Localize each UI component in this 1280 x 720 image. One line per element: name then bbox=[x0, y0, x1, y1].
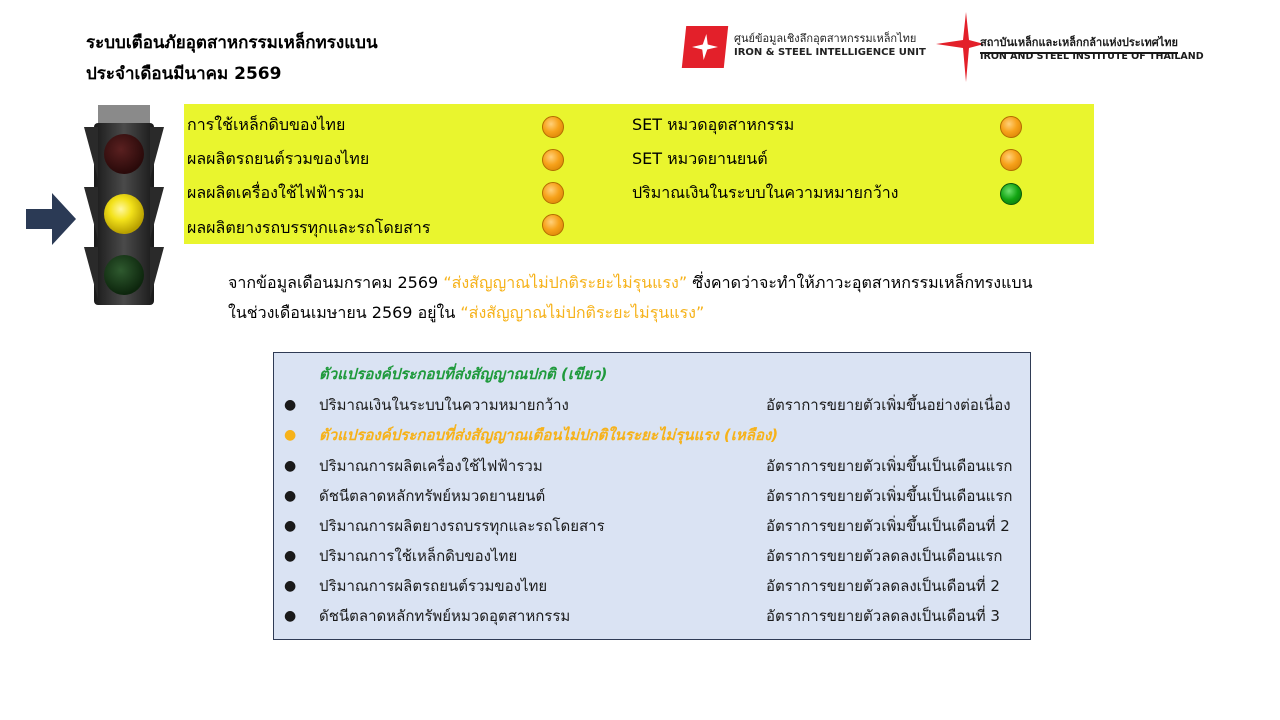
list-item bbox=[274, 571, 1030, 601]
item-label: ปริมาณเงินในระบบในความหมายกว้าง bbox=[319, 396, 569, 414]
item-value: อัตราการขยายตัวลดลงเป็นเดือนที่ 2 bbox=[766, 577, 1000, 595]
list-item bbox=[274, 601, 1030, 631]
note-text: ในช่วงเดือนเมษายน 2569 อยู่ใน bbox=[228, 303, 461, 322]
note-highlight: “ส่งสัญญาณไม่ปกติระยะไม่รุนแรง” bbox=[443, 273, 688, 292]
item-label: ปริมาณการผลิตยางรถบรรทุกและรถโดยสาร bbox=[319, 517, 605, 535]
item-value: อัตราการขยายตัวเพิ่มขึ้นเป็นเดือนแรก bbox=[766, 487, 1013, 505]
green-heading: ตัวแปรองค์ประกอบที่ส่งสัญญาณปกติ (เขียว) bbox=[319, 365, 608, 383]
item-label: ปริมาณการผลิตรถยนต์รวมของไทย bbox=[319, 577, 548, 595]
status-dot-green bbox=[1000, 183, 1022, 205]
item-label: ปริมาณการผลิตเครื่องใช้ไฟฟ้ารวม bbox=[319, 457, 543, 475]
note-highlight: “ส่งสัญญาณไม่ปกติระยะไม่รุนแรง” bbox=[460, 303, 705, 322]
bullet-icon: ● bbox=[284, 397, 297, 413]
item-value: อัตราการขยายตัวลดลงเป็นเดือนที่ 3 bbox=[766, 607, 1000, 625]
list-item bbox=[274, 451, 1030, 481]
list-item bbox=[274, 481, 1030, 511]
item-label: ดัชนีตลาดหลักทรัพย์หมวดอุตสาหกรรม bbox=[319, 607, 571, 625]
indicator-panel bbox=[184, 104, 1094, 244]
isiu-name-th: ศูนย์ข้อมูลเชิงลึกอุตสาหกรรมเหล็กไทย bbox=[734, 32, 917, 45]
green-heading-row bbox=[274, 359, 1030, 389]
title-line-1: ระบบเตือนภัยอุตสาหกรรมเหล็กทรงแบน bbox=[86, 33, 378, 53]
traffic-light bbox=[84, 105, 164, 307]
isiu-star-icon bbox=[682, 26, 728, 68]
indicator-label: ปริมาณเงินในระบบในความหมายกว้าง bbox=[632, 183, 899, 202]
indicator-label: SET หมวดอุตสาหกรรม bbox=[632, 115, 795, 134]
traffic-light-yellow-lamp bbox=[104, 194, 144, 234]
pointer-arrow-icon bbox=[26, 193, 76, 245]
status-dot-orange bbox=[542, 149, 564, 171]
note-text: ซึ่งคาดว่าจะทำให้ภาวะอุตสาหกรรมเหล็กทรงแบน bbox=[687, 273, 1033, 292]
bullet-icon: ● bbox=[284, 458, 297, 474]
traffic-light-green-lamp bbox=[104, 255, 144, 295]
isit-name-en: IRON AND STEEL INSTITUTE OF THAILAND bbox=[980, 51, 1204, 62]
note-text: จากข้อมูลเดือนมกราคม 2569 bbox=[228, 273, 444, 292]
indicator-label: ผลผลิตยางรถบรรทุกและรถโดยสาร bbox=[187, 218, 431, 237]
isit-logo bbox=[936, 12, 1216, 82]
bullet-icon: ● bbox=[284, 608, 297, 624]
indicator-label: ผลผลิตรถยนต์รวมของไทย bbox=[187, 149, 370, 168]
list-item bbox=[274, 390, 1030, 420]
title-line-2: ประจำเดือนมีนาคม 2569 bbox=[86, 64, 282, 84]
isit-name-th: สถาบันเหล็กและเหล็กกล้าแห่งประเทศไทย bbox=[980, 33, 1178, 54]
forecast-note bbox=[228, 268, 1033, 328]
indicator-label: SET หมวดยานยนต์ bbox=[632, 149, 768, 168]
item-label: ดัชนีตลาดหลักทรัพย์หมวดยานยนต์ bbox=[319, 487, 546, 505]
status-dot-orange bbox=[1000, 116, 1022, 138]
bullet-icon: ● bbox=[284, 578, 297, 594]
status-dot-orange bbox=[1000, 149, 1022, 171]
isiu-name-en: IRON & STEEL INTELLIGENCE UNIT bbox=[734, 47, 926, 58]
yellow-heading-row bbox=[274, 420, 1030, 450]
bullet-icon: ● bbox=[284, 548, 297, 564]
bullet-icon: ● bbox=[284, 488, 297, 504]
indicator-label: การใช้เหล็กดิบของไทย bbox=[187, 115, 346, 134]
bullet-icon: ● bbox=[284, 427, 297, 443]
page-title bbox=[86, 28, 378, 90]
status-dot-orange bbox=[542, 116, 564, 138]
list-item bbox=[274, 541, 1030, 571]
item-value: อัตราการขยายตัวเพิ่มขึ้นเป็นเดือนแรก bbox=[766, 457, 1013, 475]
indicator-label: ผลผลิตเครื่องใช้ไฟฟ้ารวม bbox=[187, 183, 365, 202]
item-value: อัตราการขยายตัวเพิ่มขึ้นอย่างต่อเนื่อง bbox=[766, 396, 1011, 414]
signal-detail-box bbox=[273, 352, 1031, 640]
yellow-heading: ตัวแปรองค์ประกอบที่ส่งสัญญาณเตือนไม่ปกติในระยะไม่รุนแรง (เหลือง) bbox=[319, 426, 779, 444]
bullet-icon: ● bbox=[284, 518, 297, 534]
traffic-light-red-lamp bbox=[104, 134, 144, 174]
item-value: อัตราการขยายตัวเพิ่มขึ้นเป็นเดือนที่ 2 bbox=[766, 517, 1010, 535]
isiu-logo bbox=[684, 26, 924, 70]
status-dot-orange bbox=[542, 182, 564, 204]
item-value: อัตราการขยายตัวลดลงเป็นเดือนแรก bbox=[766, 547, 1003, 565]
status-dot-orange bbox=[542, 214, 564, 236]
list-item bbox=[274, 511, 1030, 541]
item-label: ปริมาณการใช้เหล็กดิบของไทย bbox=[319, 547, 518, 565]
isit-star-icon bbox=[936, 12, 984, 82]
